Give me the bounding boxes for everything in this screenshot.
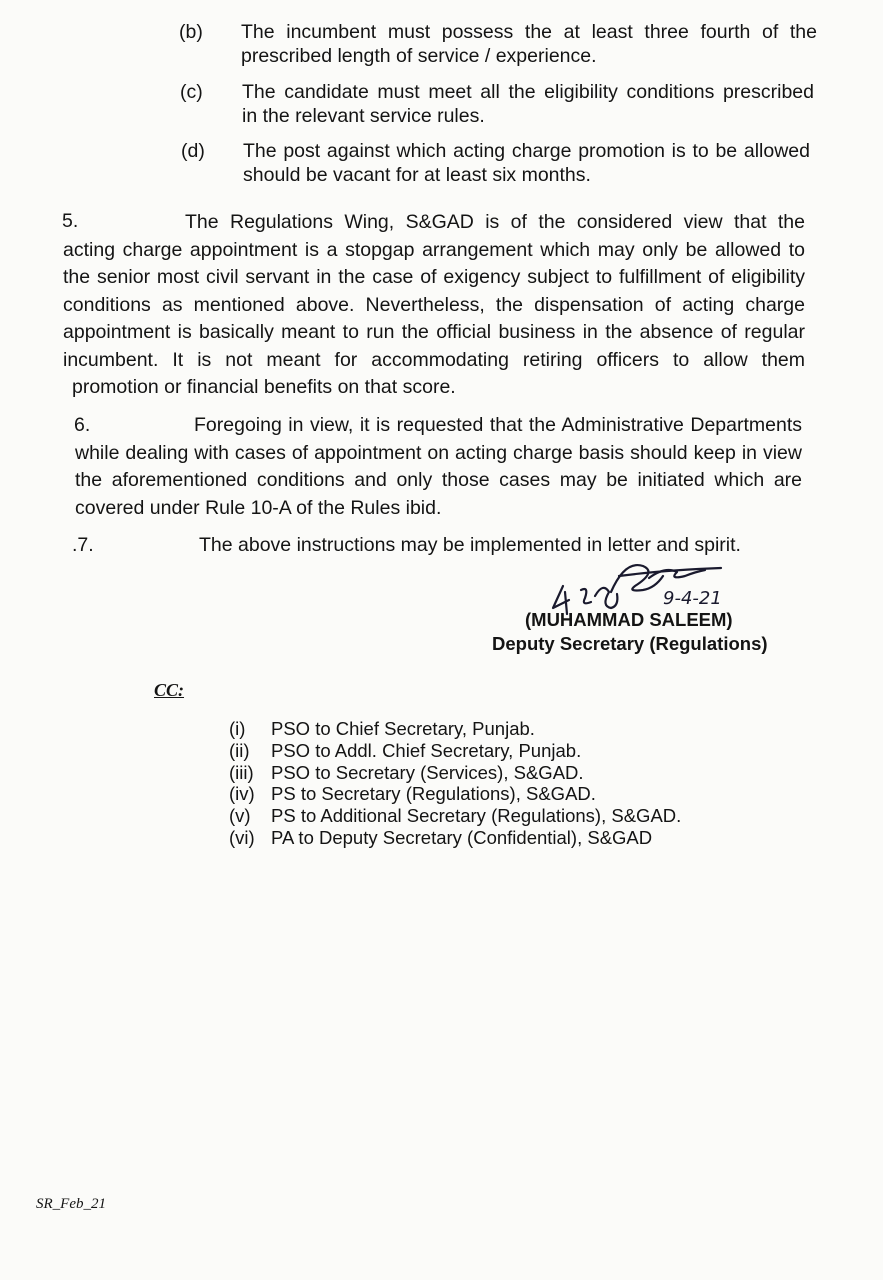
cc-item xyxy=(229,783,681,805)
paragraph-5 xyxy=(63,209,805,402)
sub-item-text-line: The candidate must meet all the eligibility conditions prescribed xyxy=(242,81,814,103)
sub-item-mark: (b) xyxy=(179,21,203,43)
cc-item-numeral: (iv) xyxy=(229,783,255,805)
para5-line: the senior most civil servant in the case of exigency subject to fulfillment of eligibility xyxy=(63,266,805,288)
signatory-title: Deputy Secretary (Regulations) xyxy=(492,633,768,654)
cc-item-text: PSO to Chief Secretary, Punjab. xyxy=(271,718,535,739)
cc-item-numeral: (ii) xyxy=(229,739,250,761)
paragraph-6 xyxy=(75,412,802,522)
sub-item-b xyxy=(179,20,819,70)
sub-item-d xyxy=(181,139,821,189)
sub-item-mark: (d) xyxy=(181,140,205,162)
signatory-name: (MUHAMMAD SALEEM) xyxy=(525,609,733,630)
cc-item xyxy=(229,827,681,849)
signature-date: 9-4-21 xyxy=(663,588,722,609)
cc-item-text: PSO to Addl. Chief Secretary, Punjab. xyxy=(271,739,582,761)
para7-text: The above instructions may be implemented in letter and spirit. xyxy=(199,534,741,556)
sub-item-text-line: in the relevant service rules. xyxy=(242,105,485,127)
cc-item-text: PSO to Secretary (Services), S&GAD. xyxy=(271,761,584,783)
para5-number: 5. xyxy=(62,210,79,232)
para6-line: while dealing with cases of appointment on acting charge basis should keep in view xyxy=(75,441,802,464)
cc-item-numeral: (vi) xyxy=(229,826,255,848)
para7-number: .7. xyxy=(72,534,94,556)
cc-item-numeral: (i) xyxy=(229,718,246,739)
sub-item-c xyxy=(180,80,820,130)
para5-line: The Regulations Wing, S&GAD is of the considered view that the xyxy=(185,211,805,233)
sub-item-text-line: prescribed length of service / experience. xyxy=(241,45,597,67)
sub-item-text-line: should be vacant for at least six months. xyxy=(243,164,591,186)
sub-item-mark: (c) xyxy=(180,81,203,103)
para5-line: incumbent. It is not meant for accommodating retiring officers to allow them xyxy=(63,348,805,371)
cc-list xyxy=(229,718,681,849)
para6-line: covered under Rule 10-A of the Rules ibid. xyxy=(75,496,442,519)
cc-item-text: PS to Additional Secretary (Regulations), S&GAD. xyxy=(271,805,682,827)
sub-item-text-line: The post against which acting charge promotion is to be allowed xyxy=(243,140,810,162)
cc-item-numeral: (iii) xyxy=(229,761,254,783)
cc-item xyxy=(229,740,681,762)
para5-line: appointment is basically meant to run the official business in the absence of regular xyxy=(63,321,805,343)
cc-item xyxy=(229,805,681,827)
para5-line: conditions as mentioned above. Nevertheless, the dispensation of acting charge xyxy=(63,293,805,316)
para6-line: Foregoing in view, it is requested that the Administrative Departments xyxy=(194,414,802,436)
para6-line: the aforementioned conditions and only those cases may be initiated which are xyxy=(75,469,802,491)
cc-item xyxy=(229,762,681,784)
para6-number: 6. xyxy=(74,414,91,436)
cc-item-text: PA to Deputy Secretary (Confidential), S&GAD xyxy=(271,826,653,848)
para5-line: promotion or financial benefits on that score. xyxy=(72,376,456,398)
cc-item-numeral: (v) xyxy=(229,805,251,827)
footer-reference: SR_Feb_21 xyxy=(36,1196,106,1212)
cc-item xyxy=(229,718,681,740)
cc-label: CC: xyxy=(154,680,185,700)
para5-line: acting charge appointment is a stopgap arrangement which may only be allowed to xyxy=(63,238,805,261)
sub-item-text-line: The incumbent must possess the at least three fourth of the xyxy=(241,21,817,43)
cc-item-text: PS to Secretary (Regulations), S&GAD. xyxy=(271,783,596,805)
